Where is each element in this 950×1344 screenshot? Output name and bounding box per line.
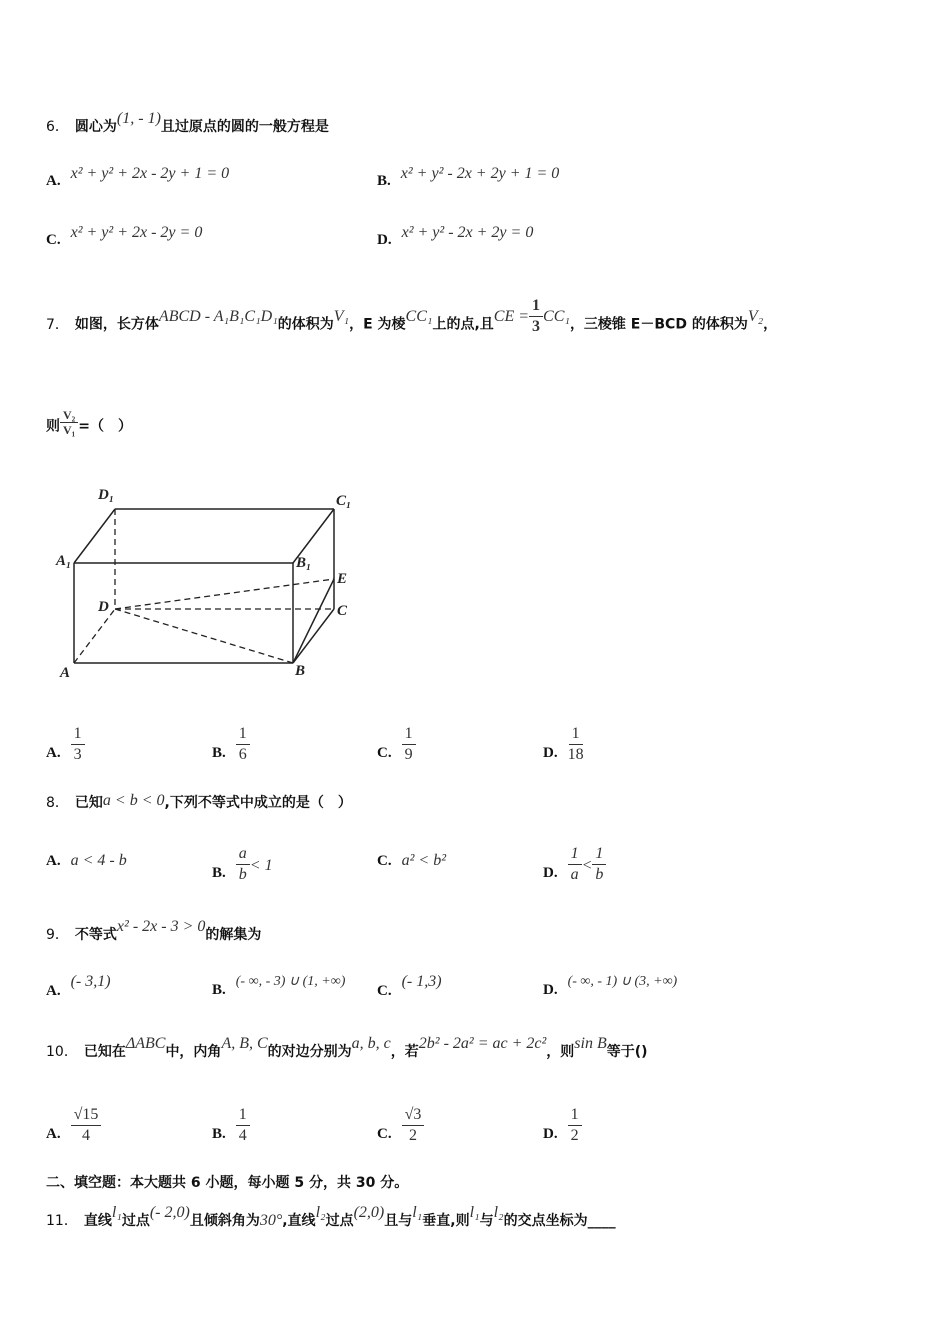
label-e: E [337, 571, 348, 587]
q8-option-d[interactable]: D. $\frac{1}{a}$ < $\frac{1}{b}$ [543, 852, 606, 893]
answer-blank[interactable]: ____ [587, 1213, 616, 1229]
q6-option-b[interactable]: B. x² + y² - 2x + 2y + 1 = 0 [377, 165, 560, 189]
label-d: D [98, 599, 109, 615]
q8-option-b[interactable]: B. $\frac{a}{b}$ < 1 [212, 845, 273, 883]
q10-option-a[interactable]: A. $\frac{√15}{4}$ [46, 1113, 101, 1154]
ce-fraction: $\frac{1}{3}$ [529, 296, 543, 337]
label-c: C [337, 603, 348, 619]
q10-option-b[interactable]: B. $\frac{1}{4}$ [212, 1113, 250, 1154]
q8-option-a[interactable]: A. a < 4 - b [46, 852, 127, 869]
hidden-edge-d-e [115, 579, 334, 609]
volume-ratio: $\frac{\text{V₂}}{\text{V₁}}$ [60, 408, 78, 437]
label-b: B [295, 663, 306, 679]
edge-b-e [293, 579, 334, 663]
q9-option-a[interactable]: A.(- 3,1) [46, 973, 111, 999]
question-9-stem: 9． 不等式x² - 2x - 3 > 0的解集为 [46, 918, 262, 943]
q10-option-c[interactable]: C. $\frac{√3}{2}$ [377, 1113, 424, 1154]
label-d1: D₁ [98, 487, 115, 503]
label-a: A [60, 665, 71, 681]
question-11-stem: 11． 直线l₁过点(- 2,0)且倾斜角为30°,直线l₂过点(2,0)且与l₁垂直,则l₁与l₂的交点坐标为____ [46, 1204, 616, 1229]
label-c1: C₁ [336, 493, 352, 509]
hidden-edge-d-b [115, 609, 293, 663]
q8-option-c[interactable]: C. a² < b² [377, 852, 446, 869]
question-8-stem: 8． 已知a < b < 0,下列不等式中成立的是（ ） [46, 792, 352, 811]
question-6-stem: 6． 圆心为(1, - 1)且过原点的圆的一般方程是 [46, 110, 329, 135]
hidden-edge-a-d [74, 609, 115, 663]
question-7-ratio: 则 $\frac{\text{V₂}}{\text{V₁}}$ =（ ） [46, 408, 132, 437]
q7-option-b[interactable]: B. $\frac{1}{6}$ [212, 732, 250, 773]
q6-option-d[interactable]: D. x² + y² - 2x + 2y = 0 [377, 224, 534, 248]
q6-option-c[interactable]: C. x² + y² + 2x - 2y = 0 [46, 224, 203, 248]
label-a1: A₁ [56, 553, 72, 569]
question-10-stem: 10． 已知在ΔABC中，内角A, B, C的对边分别为a, b, c，若2b² - 2a² = ac + 2c²，则sin B等于() [46, 1035, 648, 1060]
q6-option-a[interactable]: A. x² + y² + 2x - 2y + 1 = 0 [46, 165, 230, 189]
q7-option-c[interactable]: C. $\frac{1}{9}$ [377, 732, 416, 773]
q9-option-d[interactable]: D.(- ∞, - 1) ∪ (3, +∞) [543, 974, 678, 998]
q9-option-c[interactable]: C.(- 1,3) [377, 973, 442, 999]
edge-a1-d1 [74, 509, 115, 563]
q9-option-b[interactable]: B.(- ∞, - 3) ∪ (1, +∞) [212, 974, 346, 998]
label-b1: B₁ [296, 555, 312, 571]
section-2-heading: 二、填空题：本大题共 6 小题，每小题 5 分，共 30 分。 [46, 1175, 409, 1191]
q10-option-d[interactable]: D. $\frac{1}{2}$ [543, 1113, 582, 1154]
question-7-stem: 7． 如图，长方体ABCD - A₁B₁C₁D₁的体积为V₁，E 为棱CC₁上的点,且CE = $\frac{1}{3}$ CC₁，三棱锥 E－BCD 的体积为V₂， [46, 297, 778, 335]
edge-b-c [293, 609, 334, 663]
q7-option-a[interactable]: A. $\frac{1}{3}$ [46, 732, 85, 773]
q7-option-d[interactable]: D. $\frac{1}{18}$ [543, 725, 584, 763]
cuboid-figure [52, 485, 362, 685]
